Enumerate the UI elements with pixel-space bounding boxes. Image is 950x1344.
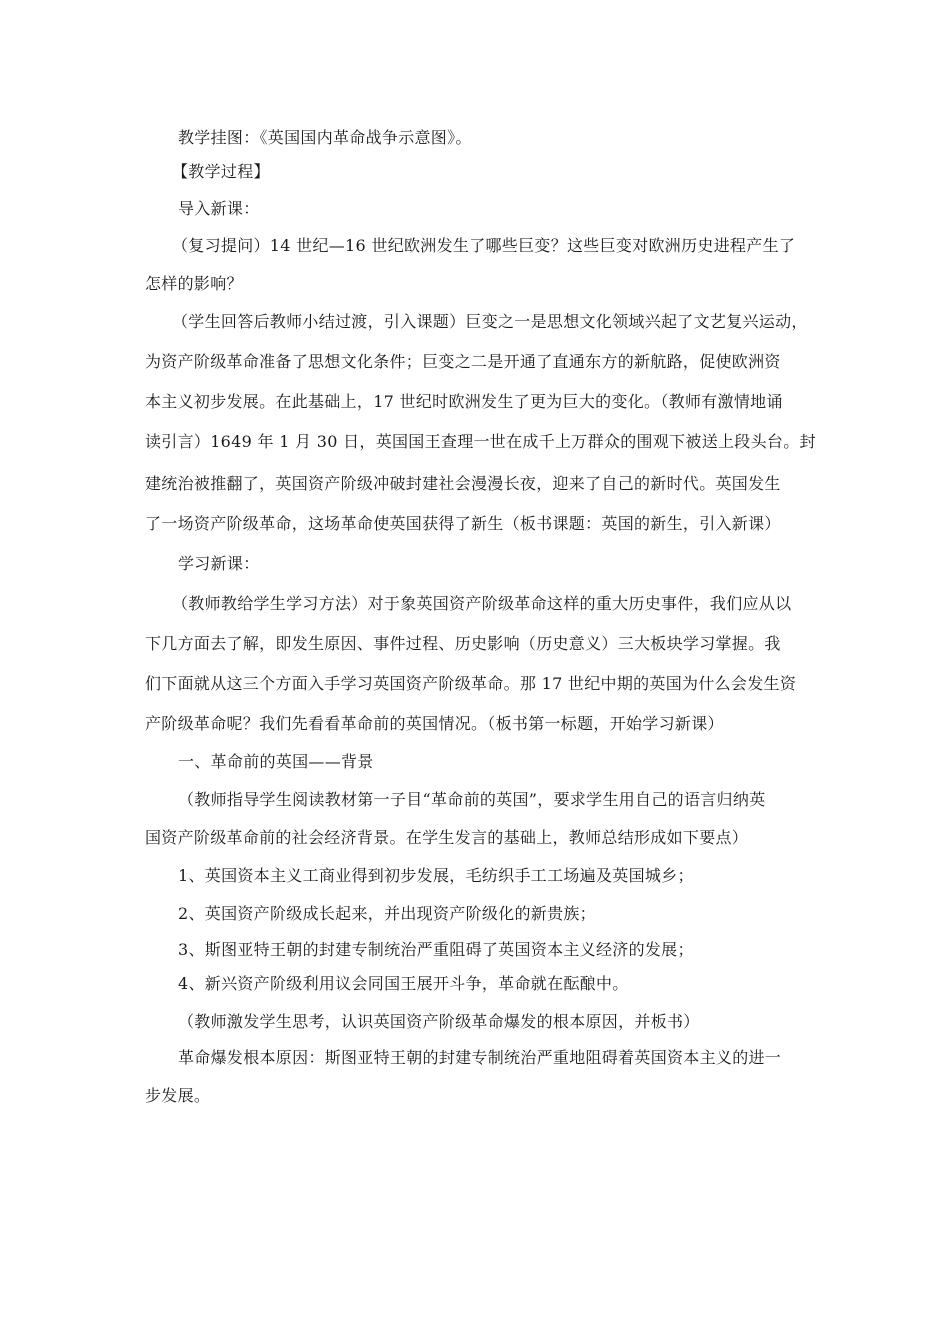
paragraph-line: 怎样的影响？ [145, 274, 243, 293]
paragraph-line: 国资产阶级革命前的社会经济背景。在学生发言的基础上，教师总结形成如下要点） [145, 828, 749, 847]
paragraph-line: （教师指导学生阅读教材第一子目“革命前的英国”，要求学生用自己的语言归纳英 [178, 790, 766, 809]
paragraph-line: （学生回答后教师小结过渡，引入课题）巨变之一是思想文化领域兴起了文艺复兴运动， [172, 312, 808, 331]
paragraph-line: （教师教给学生学习方法）对于象英国资产阶级革命这样的重大历史事件，我们应从以 [172, 594, 792, 613]
list-item: 2、英国资产阶级成长起来，并出现资产阶级化的新贵族； [178, 904, 596, 923]
new-lesson-heading: 学习新课： [178, 554, 260, 573]
paragraph-line: 步发展。 [145, 1086, 211, 1105]
paragraph-line: 读引言）1649 年 1 月 30 日，英国国王查理一世在成千上万群众的围观下被送上段头台。封 [145, 432, 816, 451]
list-item: 1、英国资本主义工商业得到初步发展，毛纺织手工工场遍及英国城乡； [178, 866, 694, 885]
paragraph-line: 了一场资产阶级革命，这场革命使英国获得了新生（板书课题：英国的新生，引入新课） [145, 514, 781, 533]
teaching-aid-line: 教学挂图：《英国国内革命战争示意图》。 [178, 128, 472, 147]
paragraph-line: 下几方面去了解，即发生原因、事件过程、历史影响（历史意义）三大板块学习掌握。我 [145, 634, 781, 653]
paragraph-line: 建统治被推翻了，英国资产阶级冲破封建社会漫漫长夜，迎来了自己的新时代。英国发生 [145, 474, 781, 493]
paragraph-line: 革命爆发根本原因：斯图亚特王朝的封建专制统治严重地阻碍着英国资本主义的进一 [178, 1048, 782, 1067]
list-item: 3、斯图亚特王朝的封建专制统治严重阻碍了英国资本主义经济的发展； [178, 940, 694, 959]
paragraph-line: （复习提问）14 世纪—16 世纪欧洲发生了哪些巨变？这些巨变对欧洲历史进程产生了 [172, 236, 796, 255]
paragraph-line: 为资产阶级革命准备了思想文化条件；巨变之二是开通了直通东方的新航路，促使欧洲资 [145, 352, 781, 371]
paragraph-line: 本主义初步发展。在此基础上，17 世纪时欧洲发生了更为巨大的变化。（教师有激情地诵 [145, 392, 783, 411]
paragraph-line: 们下面就从这三个方面入手学习英国资产阶级革命。那 17 世纪中期的英国为什么会发生资 [145, 674, 797, 693]
intro-heading: 导入新课： [178, 199, 260, 218]
list-item: 4、新兴资产阶级利用议会同国王展开斗争，革命就在酝酿中。 [178, 974, 629, 993]
paragraph-line: 产阶级革命呢？我们先看看革命前的英国情况。（板书第一标题，开始学习新课） [145, 714, 724, 733]
paragraph-line: （教师激发学生思考，认识英国资产阶级革命爆发的根本原因，并板书） [178, 1012, 700, 1031]
section-heading-background: 一、革命前的英国——背景 [178, 752, 374, 771]
section-heading-teaching-process: 【教学过程】 [172, 162, 270, 181]
